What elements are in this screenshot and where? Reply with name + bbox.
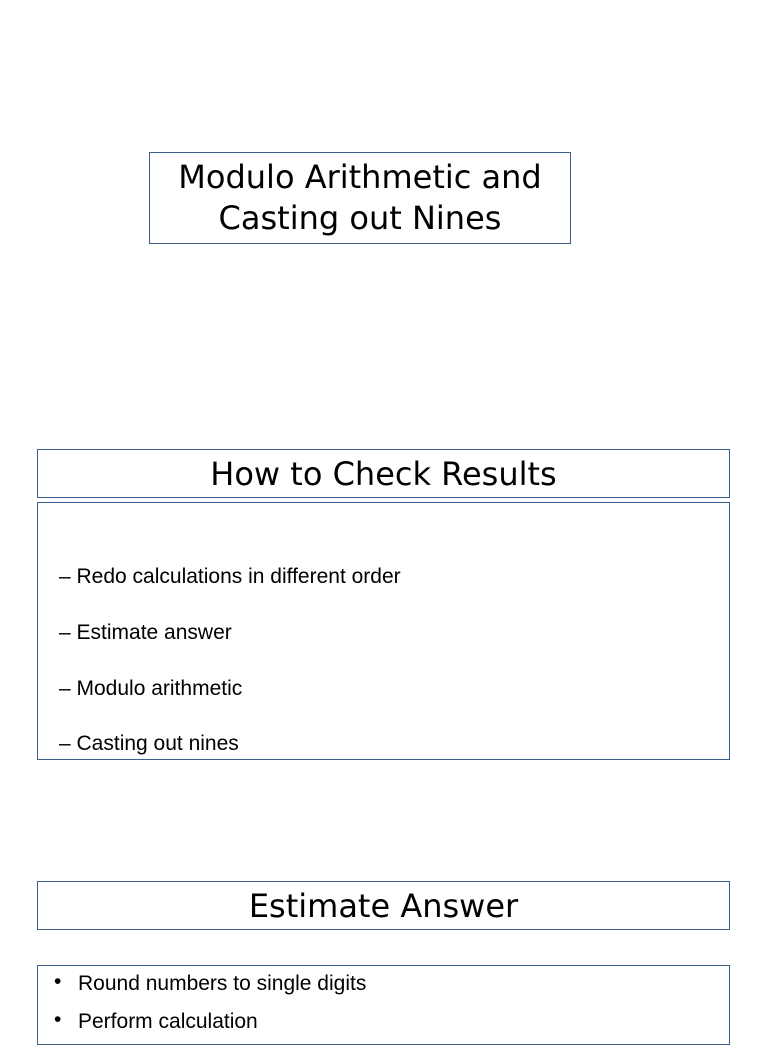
bullet-icon: •: [54, 970, 62, 993]
slide-title-box: [149, 152, 571, 244]
list-item: Perform calculation: [78, 1010, 258, 1033]
list-item: Round numbers to single digits: [78, 972, 367, 995]
slide-title-line-1: Modulo Arithmetic and: [178, 158, 542, 196]
how-to-check-list: [37, 502, 730, 760]
list-item: – Modulo arithmetic: [59, 677, 243, 700]
estimate-answer-title: Estimate Answer: [248, 886, 519, 925]
estimate-answer-heading: [37, 881, 730, 930]
estimate-answer-list: [37, 965, 730, 1045]
how-to-check-title: How to Check Results: [210, 454, 557, 493]
how-to-check-heading: [37, 449, 730, 498]
list-item: – Redo calculations in different order: [59, 565, 401, 588]
slide-title-line-2: Casting out Nines: [218, 199, 502, 237]
list-item: – Casting out nines: [59, 732, 239, 755]
bullet-icon: •: [54, 1008, 62, 1031]
list-item: – Estimate answer: [59, 621, 232, 644]
